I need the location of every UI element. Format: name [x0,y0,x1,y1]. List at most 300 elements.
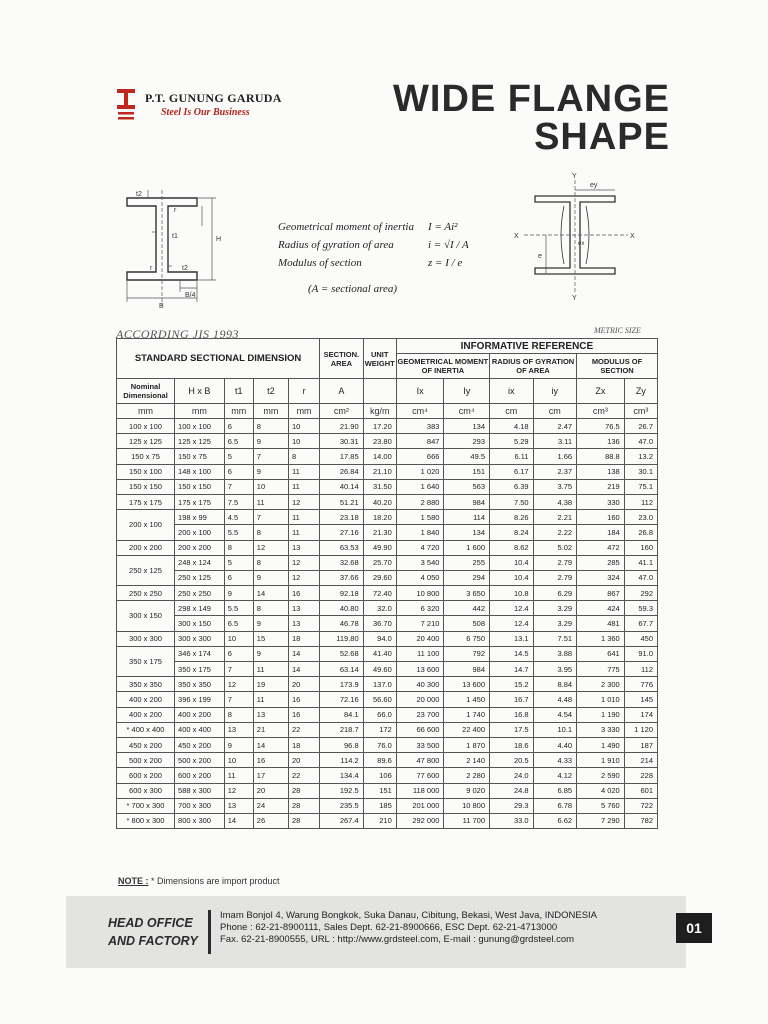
table-cell: 10 [224,631,253,646]
section-axis-diagram [510,170,645,300]
table-cell: 13 600 [396,662,444,677]
table-cell: 12 [224,783,253,798]
table-cell: 16 [289,692,320,707]
table-cell: 41.40 [363,646,396,661]
table-cell: 4.18 [490,419,534,434]
table-cell: 6.17 [490,464,534,479]
axis-label-x-left: X [514,233,519,240]
table-cell: 8.24 [490,525,534,540]
table-cell: 1 490 [577,737,625,752]
table-cell: 67.7 [624,616,657,631]
table-cell: 14 [289,662,320,677]
table-cell: 292 [624,586,657,601]
table-row [117,616,658,631]
table-cell: 292 000 [396,813,444,828]
table-cell: 13 [224,722,253,737]
table-cell: 5.29 [490,434,534,449]
table-cell: 10.4 [490,555,534,570]
table-cell: 300 x 300 [175,631,225,646]
wide-flange-specification-table [116,338,658,829]
table-row [117,479,658,494]
table-cell: 174 [624,707,657,722]
unit-cell: mm [289,404,320,419]
table-cell: 285 [577,555,625,570]
nominal-cell: * 800 x 300 [117,813,175,828]
nominal-cell: 600 x 200 [117,768,175,783]
table-cell: 3.88 [533,646,577,661]
header-unit-weight: UNIT WEIGHT [363,339,396,379]
table-cell: 563 [444,479,490,494]
table-cell: 112 [624,494,657,509]
table-cell: 500 x 200 [175,753,225,768]
nominal-cell: 400 x 200 [117,692,175,707]
table-cell: 2.22 [533,525,577,540]
table-cell: 29.60 [363,570,396,585]
table-cell: 248 x 124 [175,555,225,570]
table-cell: 11 [289,510,320,525]
table-cell: 776 [624,677,657,692]
unit-cell: cm³ [577,404,625,419]
table-cell: 30.31 [320,434,364,449]
table-cell: 9 [253,616,288,631]
table-cell: 6 [224,464,253,479]
table-cell: 20.5 [490,753,534,768]
table-cell: 100 x 100 [175,419,225,434]
table-cell: 5 [224,449,253,464]
table-cell: 2.47 [533,419,577,434]
table-cell: 21 [253,722,288,737]
table-cell: 450 x 200 [175,737,225,752]
table-cell: 2 590 [577,768,625,783]
nominal-cell: * 400 x 400 [117,722,175,737]
table-cell: 350 x 350 [175,677,225,692]
table-cell: 666 [396,449,444,464]
table-cell: 22 400 [444,722,490,737]
header-iy-radius: iy [533,379,577,404]
nominal-cell: 500 x 200 [117,753,175,768]
table-cell: 198 x 99 [175,510,225,525]
table-cell: 76.5 [577,419,625,434]
diagram-label-ex: ex [578,241,585,247]
header-weight-blank [363,379,396,404]
unit-cell: cm⁴ [396,404,444,419]
table-cell: 200 x 100 [175,525,225,540]
table-row [117,464,658,479]
footer-divider [208,910,211,954]
table-cell: 150 x 150 [175,479,225,494]
table-row [117,540,658,555]
header-informative-reference: INFORMATIVE REFERENCE [396,339,657,354]
diagram-label-b-quarter: B/4 [185,292,196,299]
table-row [117,419,658,434]
table-cell: 28 [289,798,320,813]
table-cell: 1 840 [396,525,444,540]
table-cell: 10 800 [444,798,490,813]
table-cell: 118 000 [396,783,444,798]
table-cell: 41.1 [624,555,657,570]
table-row [117,570,658,585]
header-zx: Zx [577,379,625,404]
axis-label-y-bottom: Y [572,295,577,300]
table-cell: 1.66 [533,449,577,464]
table-cell: 300 x 150 [175,616,225,631]
table-cell: 151 [444,464,490,479]
table-cell: 187 [624,737,657,752]
table-cell: 2.79 [533,570,577,585]
table-cell: 8 [253,525,288,540]
table-cell: 8 [224,707,253,722]
table-cell: 12 [289,494,320,509]
table-cell: 400 x 200 [175,707,225,722]
table-cell: 4.12 [533,768,577,783]
table-cell: 15 [253,631,288,646]
table-cell: 49.90 [363,540,396,555]
table-cell: 12 [289,570,320,585]
table-cell: 12 [253,540,288,555]
table-cell: 10 800 [396,586,444,601]
table-cell: 47 800 [396,753,444,768]
table-cell: 4 050 [396,570,444,585]
table-cell: 13 [289,616,320,631]
header-r: r [289,379,320,404]
table-cell: 601 [624,783,657,798]
table-cell: 235.5 [320,798,364,813]
table-cell: 293 [444,434,490,449]
table-cell: 14 [289,646,320,661]
table-cell: 2 880 [396,494,444,509]
nominal-cell: 150 x 100 [117,464,175,479]
table-cell: 16 [289,586,320,601]
footer-phone-line: Phone : 62-21-8900111, Sales Dept. 62-21-8900666, ESC Dept. 62-21-4713000 [220,922,558,933]
table-row [117,586,658,601]
axis-label-x-right: X [630,233,635,240]
table-cell: 14 [224,813,253,828]
table-cell: 145 [624,692,657,707]
table-cell: 192.5 [320,783,364,798]
table-cell: 49.5 [444,449,490,464]
table-cell: 250 x 125 [175,570,225,585]
table-cell: 10.8 [490,586,534,601]
table-cell: 72.40 [363,586,396,601]
table-row [117,494,658,509]
table-cell: 2.21 [533,510,577,525]
table-cell: 7 [224,692,253,707]
table-cell: 984 [444,494,490,509]
company-logo [115,88,315,128]
table-cell: 175 x 175 [175,494,225,509]
table-cell: 24.8 [490,783,534,798]
table-cell: 6.62 [533,813,577,828]
table-row [117,768,658,783]
table-cell: 255 [444,555,490,570]
table-cell: 56.60 [363,692,396,707]
table-cell: 3.95 [533,662,577,677]
table-cell: 40 300 [396,677,444,692]
table-cell: 7.5 [224,494,253,509]
table-cell: 96.8 [320,737,364,752]
table-cell: 33.0 [490,813,534,828]
table-cell: 250 x 250 [175,586,225,601]
header-nominal: Nominal Dimensional [117,379,175,404]
table-cell: 481 [577,616,625,631]
table-cell: 1 910 [577,753,625,768]
nominal-cell: 250 x 250 [117,586,175,601]
nominal-cell: 600 x 300 [117,783,175,798]
table-cell: 1 870 [444,737,490,752]
table-cell: 1 580 [396,510,444,525]
diagram-label-e: e [538,253,542,260]
table-cell: 114 [444,510,490,525]
nominal-cell: 250 x 125 [117,555,175,585]
table-cell: 2.79 [533,555,577,570]
table-cell: 29.3 [490,798,534,813]
table-cell: 134 [444,419,490,434]
table-cell: 294 [444,570,490,585]
header-a: A [320,379,364,404]
diagram-label-t2: t2 [136,191,142,198]
table-cell: 6.85 [533,783,577,798]
table-cell: 6.29 [533,586,577,601]
table-cell: 330 [577,494,625,509]
table-cell: 5 760 [577,798,625,813]
table-cell: 30.1 [624,464,657,479]
metric-size-label: METRIC SIZE [594,326,641,335]
table-cell: 7 [253,510,288,525]
table-cell: 10 [289,434,320,449]
table-cell: 151 [363,783,396,798]
page-title [393,80,670,156]
formula-moment: Geometrical moment of inertia I = Ai² [278,221,458,233]
table-cell: 8 [253,555,288,570]
table-cell: 7 210 [396,616,444,631]
table-cell: 8 [289,449,320,464]
footer-address [220,910,597,946]
table-cell: 134 [444,525,490,540]
table-cell: 2 300 [577,677,625,692]
note-label: NOTE : [118,876,149,886]
table-cell: 47.0 [624,570,657,585]
table-cell: 14.5 [490,646,534,661]
axis-label-y-top: Y [572,173,577,180]
table-cell: 450 [624,631,657,646]
table-cell: 106 [363,768,396,783]
nominal-cell: 125 x 125 [117,434,175,449]
table-cell: 867 [577,586,625,601]
table-cell: 298 x 149 [175,601,225,616]
nominal-cell: 100 x 100 [117,419,175,434]
header-ix-radius: ix [490,379,534,404]
header-moment-of-inertia: GEOMETRICAL MOMENT OF INERTIA [396,354,489,379]
table-cell: 14.00 [363,449,396,464]
header-standard-dimension: STANDARD SECTIONAL DIMENSION [117,339,320,379]
table-cell: 11 [289,464,320,479]
table-cell: 37.66 [320,570,364,585]
table-cell: 847 [396,434,444,449]
table-row [117,753,658,768]
unit-cell: cm² [320,404,364,419]
table-cell: 16 [289,707,320,722]
table-cell: 9 [253,434,288,449]
table-cell: 184 [577,525,625,540]
table-cell: 137.0 [363,677,396,692]
company-slogan: Steel Is Our Business [161,107,250,118]
table-cell: 92.18 [320,586,364,601]
table-cell: 1 360 [577,631,625,646]
table-row [117,631,658,646]
table-cell: 36.70 [363,616,396,631]
table-cell: 8.84 [533,677,577,692]
table-cell: 160 [624,540,657,555]
table-cell: 8 [224,540,253,555]
table-cell: 16 [253,753,288,768]
section-formulas [278,218,469,298]
table-cell: 33 500 [396,737,444,752]
units-row [117,404,658,419]
footer-heading [108,914,198,950]
table-row [117,525,658,540]
table-cell: 26 [253,813,288,828]
table-cell: 5.5 [224,525,253,540]
table-cell: 172 [363,722,396,737]
table-cell: 89.6 [363,753,396,768]
table-cell: 11 [289,525,320,540]
table-row [117,737,658,752]
table-cell: 17.5 [490,722,534,737]
table-cell: 24 [253,798,288,813]
table-cell: 5 [224,555,253,570]
table-cell: 112 [624,662,657,677]
table-cell: 324 [577,570,625,585]
table-cell: 31.50 [363,479,396,494]
table-cell: 13 [289,601,320,616]
table-cell: 20 000 [396,692,444,707]
table-cell: 9 [224,737,253,752]
table-cell: 12 [224,677,253,692]
table-cell: 15.2 [490,677,534,692]
table-cell: 138 [577,464,625,479]
table-cell: 350 x 175 [175,662,225,677]
table-cell: 210 [363,813,396,828]
table-cell: 7 [224,662,253,677]
table-row [117,813,658,828]
table-cell: 28 [289,813,320,828]
table-cell: 2.37 [533,464,577,479]
table-cell: 1 600 [444,540,490,555]
table-cell: 8.26 [490,510,534,525]
table-cell: 46.78 [320,616,364,631]
unit-cell: cm³ [624,404,657,419]
table-cell: 16.8 [490,707,534,722]
table-cell: 49.60 [363,662,396,677]
footer-heading-line-2: AND FACTORY [108,934,198,948]
formula-radius: Radius of gyration of area i = √I / A [278,239,469,251]
table-cell: 40.80 [320,601,364,616]
import-note [118,876,280,886]
table-cell: 13 [289,540,320,555]
table-cell: 6 750 [444,631,490,646]
header-zy: Zy [624,379,657,404]
header-section-area: SECTION. AREA [320,339,364,379]
nominal-cell: 300 x 150 [117,601,175,631]
table-cell: 3.29 [533,616,577,631]
table-cell: 383 [396,419,444,434]
table-cell: 150 x 75 [175,449,225,464]
nominal-cell: 350 x 175 [117,646,175,676]
table-cell: 4.40 [533,737,577,752]
table-cell: 22 [289,768,320,783]
unit-cell: mm [253,404,288,419]
table-cell: 16.7 [490,692,534,707]
table-cell: 11 [253,692,288,707]
header-ix: Ix [396,379,444,404]
table-row [117,798,658,813]
table-cell: 4.5 [224,510,253,525]
table-body [117,419,658,829]
table-cell: 3.29 [533,601,577,616]
table-cell: 12 [289,555,320,570]
diagram-label-b: B [159,303,164,310]
table-cell: 6.11 [490,449,534,464]
table-cell: 6 [224,419,253,434]
table-row [117,434,658,449]
table-cell: 1 010 [577,692,625,707]
table-cell: 13 600 [444,677,490,692]
table-cell: 792 [444,646,490,661]
table-cell: 10 [253,479,288,494]
table-cell: 9 [224,586,253,601]
table-cell: 228 [624,768,657,783]
formula-note: (A = sectional area) [308,283,397,295]
table-cell: 25.70 [363,555,396,570]
table-cell: 10 [224,753,253,768]
table-cell: 59.3 [624,601,657,616]
table-cell: 28 [289,783,320,798]
table-cell: 40.20 [363,494,396,509]
table-cell: 9 [253,570,288,585]
unit-cell: mm [175,404,225,419]
title-line-2: SHAPE [534,116,670,158]
table-cell: 13.2 [624,449,657,464]
diagram-label-ey: ey [590,182,598,189]
table-cell: 984 [444,662,490,677]
table-cell: 136 [577,434,625,449]
table-cell: 424 [577,601,625,616]
diagram-label-r-bottom: r [150,265,153,272]
table-cell: 185 [363,798,396,813]
table-cell: 21.30 [363,525,396,540]
table-cell: 52.68 [320,646,364,661]
header-iy: Iy [444,379,490,404]
unit-cell: kg/m [363,404,396,419]
formula-modulus: Modulus of section z = I / e [278,257,463,269]
table-cell: 782 [624,813,657,828]
table-cell: 21.10 [363,464,396,479]
header-radius-of-gyration: RADIUS OF GYRATION OF AREA [490,354,577,379]
table-cell: 51.21 [320,494,364,509]
table-row [117,677,658,692]
footer-fax-url-line[interactable]: Fax. 62-21-8900555, URL : http://www.grdsteel.com, E-mail : gunung@grdsteel.com [220,934,575,945]
table-cell: 76.0 [363,737,396,752]
table-row [117,692,658,707]
table-cell: 7.50 [490,494,534,509]
footer-address-line: Imam Bonjol 4, Warung Bongkok, Suka Danau, Cibitung, Bekasi, West Java, INDONESIA [220,910,598,921]
table-cell: 125 x 125 [175,434,225,449]
table-cell: 160 [577,510,625,525]
unit-cell: mm [117,404,175,419]
header-hxb: H x B [175,379,225,404]
table-cell: 7 [224,479,253,494]
table-cell: 6 [224,646,253,661]
